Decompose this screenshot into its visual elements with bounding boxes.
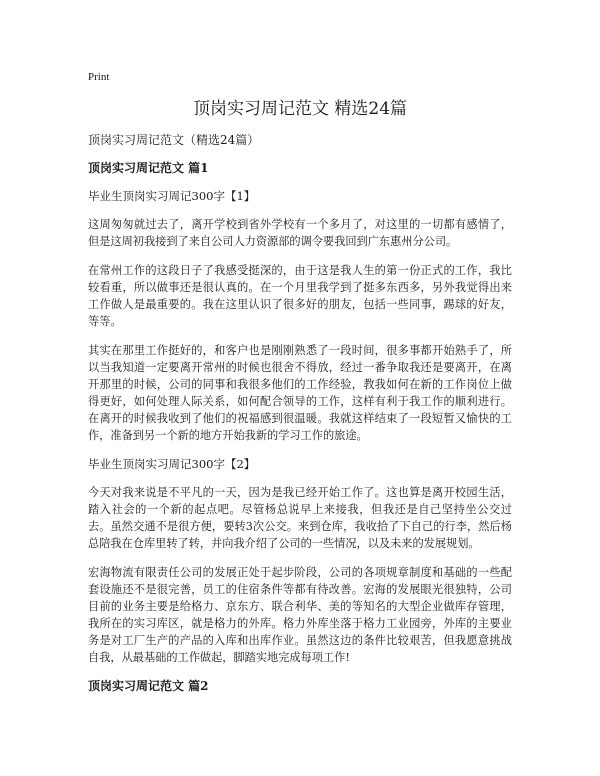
- print-label: Print: [88, 71, 110, 83]
- paragraph: 这周匆匆就过去了，离开学校到省外学校有一个多月了，对这里的一切都有感情了，但是这周初我接到了来自公司人力资源部的调令要我回到广东惠州分公司。: [88, 218, 512, 248]
- section-heading: 顶岗实习周记范文 篇2: [88, 679, 209, 693]
- paragraph: 今天对我来说是不平凡的一天，因为是我已经开始工作了。这也算是离开校园生活，踏入社会的一个新的起点吧。尽管杨总说早上来接我，但我还是自己坚持坐公交过去。虽然交通不是很方便，要转3次公交。来到仓库，我收拾了下自己的行李，然后杨总陪我在仓库里转了转，并向我介绍了公司的一些情况，以及未来的发展规划。: [88, 486, 512, 550]
- document-subtitle: 顶岗实习周记范文（精选24篇）: [88, 133, 260, 147]
- section-heading: 顶岗实习周记范文 篇1: [88, 161, 209, 175]
- document-title: 顶岗实习周记范文 精选24篇: [192, 99, 408, 119]
- entry-heading: 毕业生顶岗实习周记300字【1】: [88, 189, 256, 203]
- paragraph: 在常州工作的这段日子了我感受挺深的，由于这是我人生的第一份正式的工作，我比较看重，所以做事还是很认真的。在一个月里我学到了挺多东西多，另外我觉得出来工作做人是最重要的。我在这里认识了很多好的朋友，包括一些同事，踢球的好友，等等。: [88, 264, 512, 328]
- paragraph: 宏海物流有限责任公司的发展正处于起步阶段，公司的各项规章制度和基础的一些配套设施还不是很完善，员工的住宿条件等都有待改善。宏海的发展眼光很独特，公司目前的业务主要是给格力、京东方、联合利华、美的等知名的大型企业做库存管理，我所在的实习库区，就是格力的外库。格力外库坐落于格力工业园旁，外库的主要业务是对工厂生产的产品的入库和出库作业。虽然这边的条件比较艰苦，但我愿意挑战自我，从最基础的工作做起，脚踏实地完成每项工作!: [88, 566, 512, 664]
- entry-heading: 毕业生顶岗实习周记300字【2】: [88, 457, 256, 471]
- paragraph: 其实在那里工作挺好的，和客户也是刚刚熟悉了一段时间，很多事都开始熟手了，所以当我知道一定要离开常州的时候也很舍不得放，经过一番争取我还是要离开，在离开那里的时候，公司的同事和我很多他们的工作经验，教我如何在新的工作岗位上做得更好，如何处理人际关系，如何配合领导的工作，这样有利于我工作的顺利进行。在离开的时候我收到了他们的祝福感到很温暖。我就这样结束了一段短暂又愉快的工作，准备到另一个新的地方开始我新的学习工作的旅途。: [88, 344, 512, 442]
